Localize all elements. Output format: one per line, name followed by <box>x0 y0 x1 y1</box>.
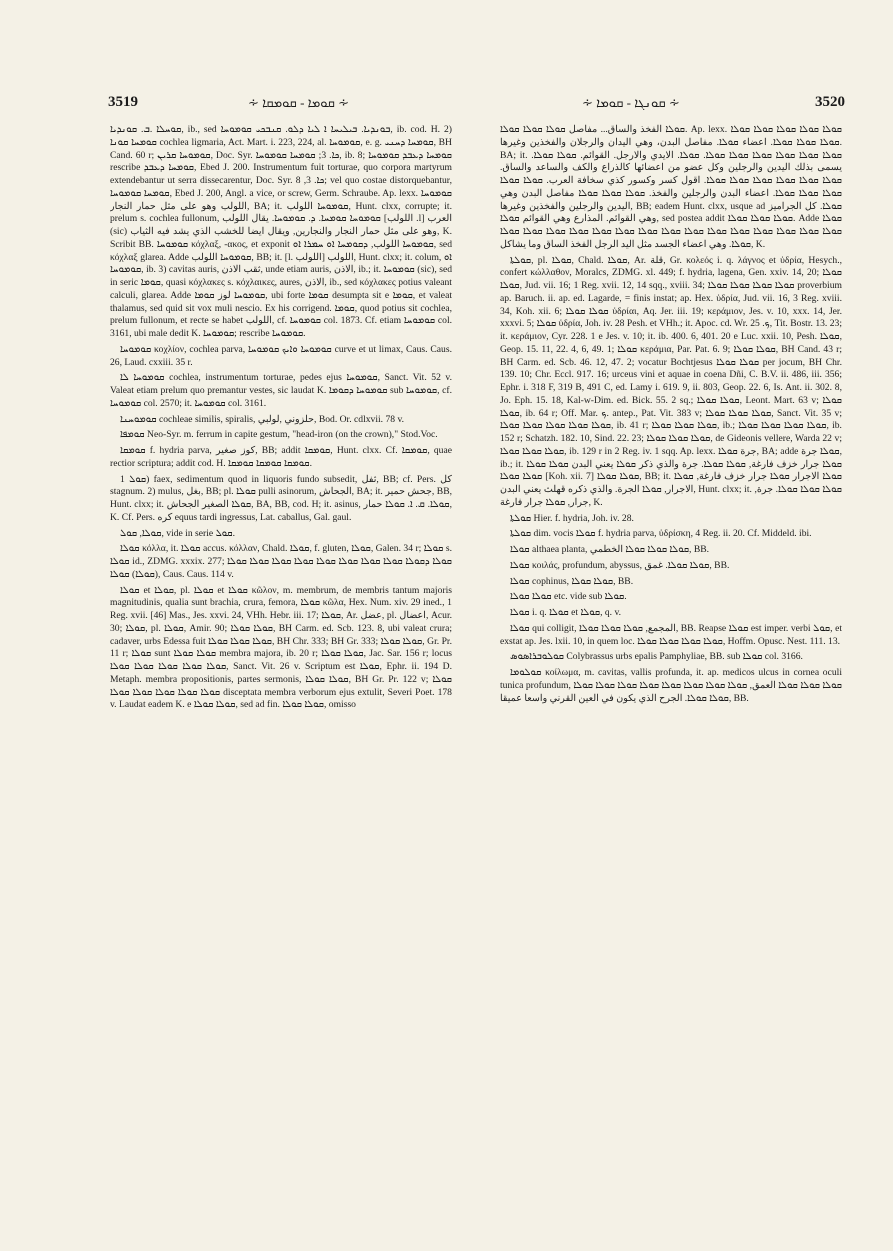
dictionary-entry: ܩܘܠܐ κόλλα, it. ܩܘܠܐ accus. κόλλαν, Chald. ܩܘܠܐ, f. gluten, ܩܘܠܐ, Galen. 34 r; ܩܘܠܐ s. ܩܘܠܐ id., ZDMG. xxxix. 277; ܩܘܠܐ ܕܩܘܠܐ ܩܘܠܐ ܩܘܠܐ ܩܘܠܐ ܩܘܠܐ ܩܘܠܐ ܩܘܠܐ ܩܘܠܐ ܩܘܠܐ (ܩܘܠܐ) ܩܘܠܐ, Caus. Caus. 114 v. <box>110 543 452 580</box>
dictionary-entry: ܩܘܠܐ cophinus, ܩܘܠܐ ܩܘܠܐ, BB. <box>510 575 634 587</box>
page-header <box>108 94 845 116</box>
dictionary-entry: ܩܘܠܐ i. q. ܩܘܠܐ et ܩܘܠܐ, q. v. <box>510 607 622 618</box>
dictionary-entry: ܩܘܠܐ, ܩܘܠ, vide in serie ܩܘܠ. <box>120 527 236 539</box>
dictionary-entry: ܩܘܠܐ الفخذ والساق... مفاصل ܩܘܠܐ ܩܘܠܐ ܩܘܠܐ. Ap. lexx. ܩܘܠܐ ܩܘܠܐ ܩܘܠܐ ܩܘܠܐ ܩܘܠܐ ܩܘܠܐ ܩܘܠܐ ܩܘܠܐ. اعضاء ܩܘܠܐ. مفاصل البدن، وهي اليدان والرجلان والفخذين وغيرها. BA; it. ܩܘܠܐ ܩܘܠܐ ܩܘܠܐ ܩܘܠܐ ܩܘܠܐ ܩܘܠܐ. ܩܘܠܐ. الايدي والارجل. القوائم. ܩܘܠܐ ܩܘܠܐ. يسمى بذلك اليدين والرجلين وكل عضو من اعضائها كالذراع والكف والساعد والساق. ܩܘܠܐ ܩܘܠܐ ܩܘܠܐ ܩܘܠܐ ܩܘܠܐ ܩܘܠܐ. اقول كسر وكسور كذي سخافة العرب. ܩܘܠܐ ܩܘܠܐ ܩܘܠܐ ܩܘܠܐ ܩܘܠܐ. اعضاء البدن والرجلين والفخذ. ܩܘܠܐ ܩܘܠܐ ܩܘܠܐ مفاصل البدن وهي اليدين والرجلين والفخذين وغيرها, BB; eadem Hunt. clxx, usque ad ܩܘܠܐ. كل الجراميز وهي القوائم. المذارع وهي القوائم ܩܘܠܐ, sed postea addit ܩܘܠܐ ܩܘܠܐ ܩܘܠܐ. Adde ܩܘܠܐ ܩܘܠܐ ܩܘܠܐ ܩܘܠܐ ܩܘܠܐ ܩܘܠܐ ܩܘܠܐ ܩܘܠܐ ܩܘܠܐ ܩܘܠܐ ܩܘܠܐ ܩܘܠܐ ܩܘܠܐ ܩܘܠܐ ܩܘܠܐ ܩܘܠܐ ܩܘܠܐ. وهي اعضاء الجسد مثل اليد الرجل الفخذ الساق وما يشاكل, K. <box>500 124 842 250</box>
dictionary-entry: ܩܘܠܐ ܩܘܠܐ etc. vide sub ܩܘܠܐ. <box>510 591 627 603</box>
dictionary-entry: ܩܘܠܬܐ, pl. ܩܘܠܐ, Chald. ܩܘܠܐ, Ar. قلة, Gr. κολεός i. q. λάγνος et ὑδρία, Hesych., confert κώλλαθον, Moralcs, ZDMG. xl. 449; f. hydria, lagena, Gen. xxiv. 14, 20; ܩܘܠܐ ܩܘܠܐ, Jud. vii. 16; 1 Reg. xvii. 12, 14 sqq., xviii. 34; ܩܘܠܐ ܩܘܠܐ ܩܘܠܐ ܩܘܠܐ proverbium ap. Baruch. ii. ap. ed. Lagarde, = finis instat; ap. Hex. ὑδρία, Jud. vii. 16, 3 Reg. xviii. 34, Koh. xii. 6; ܩܘܠܐ ܩܘܠܐ ὑδρίαι, Aq. Jer. iii. 19; κεράμιον, Jes. v. 10, xxx. 14, Jer. xxxvi. 5; ܩܘܠܐ ὑδρία, Joh. iv. 28 Pesh. et VHh.; it. Apoc. cd. Wr. ܟ. 25, Tit. Bostr. 13. 23; it. κεράμιον, Cyr. 228. 1 e Jes. v. 10; it. ib. 400. 6, 401. 20 e Luc. xxii. 10, Pesh. ܩܘܠܐ, Geop. 15. 11, 22. 4, 6, 49. 1; ܩܘܠܐ κεράμια, Par. Pat. 6. 9; ܩܘܠܐ ܩܘܠܐ, BH Cand. 43 r; BH Carm. ed. Scb. 46. 12, 47. 2; vocatur Bochtjesus ܩܘܠܐ ܩܘܠܐ per jocum, BH Chr. 139. 10; Chr. Eccl. 917. 16; urceus vini et aquae in coena Dñi, C. B.V. ii. 486, iii. 356; Ephr. i. 318 F, 319 B, 491 C, ed. Lamy i. 619. 9, ii. 803, Geop. 22. 6, Is. Ant. ii. 302. 8, Jo. Eph. 15. 18, Kal-w-Dim. ed. Bick. 55. 2 sq.; ܩܘܠܐ ܩܘܠܐ, Leont. Mart. 63 v; ܩܘܠܐ ܩܘܠܐ, ib. 64 r; Off. Mar. ܟ. antep., Pat. Vit. 383 v; ܩܘܠܐ ܩܘܠܐ ܩܘܠܐ, Sanct. Vit. 35 v; ܩܘܠܐ ܩܘܠܐ ܩܘܠܐ ܩܘܠܐ ܩܘܠܐ, ib. 41 r; ܩܘܠܐ ܩܘܠܐ ܩܘܠܐ, ib.; ܩܘܠܐ ܩܘܠܐ ܩܘܠܐ ܩܘܠܐ, ib. 152 r; Schatzh. 182. 10, Sind. 22. 23; ܩܘܠܐ ܩܘܠܐ ܩܘܠܐ, de Gideonis vellere, Warda 22 v; ܩܘܠܐ ܩܘܠܐ ܩܘܠܐ, ib. 129 r in 2 Reg. iv. 1 sqq. Ap. lexx. جرة ܩܘܠܐ, BA; adde ܩܘܠܐ جرة, ib.; it. ܩܘܠܐ جرار خزف فارغة, ܩܘܠܐ ܩܘܠܐ. جرة والذي ذكر ܩܘܠܐ يعني البدن ܩܘܠܐ ܩܘܠܐ ܩܘܠܐ ܩܘܠܐ [Koh. xii. 7] ܩܘܠܐ ܩܘܠܐ, BB; it. ܩܘܠܐ الاجرار ܩܘܠܐ جرار خزف فارغة, ܩܘܠܐ الاجرار, ܩܘܠܐ الجرة. والذي ذكره قهلث يعني البدن, Hunt. clxx; it. ܩܘܠܐ ܩܘܠܐ ܩܘܠܐ. جرة, جرار, ܩܘܠܐ جرار فارغة, K. <box>500 254 842 508</box>
right-running-head: ∻ ܩܘܢܓܐ - ܩܘܡܐ ∻ <box>582 95 680 110</box>
dictionary-entry: ܩܘܠܬܐ dim. vocis ܩܘܠܐ f. hydria parva, ὑδρίσκη, 4 Reg. ii. 20. Cf. Middeld. ibi. <box>510 528 812 540</box>
right-column <box>500 124 842 1224</box>
left-column <box>110 124 452 1224</box>
dictionary-entry: ܩܘܡܦܐ Neo-Syr. m. ferrum in capite gestum, "head-iron (on the crown)," Stod.Voc. <box>120 429 438 441</box>
left-running-head: ∻ ܩܘܡܐ - ܩܘܡܩܐ ∻ <box>248 95 350 110</box>
dictionary-entry: ܩܘܡܘܚܢܐ cochleae similis, spiralis, حلزوني ,لولبي, Bod. Or. cdlxvii. 78 v. <box>120 413 405 425</box>
dictionary-entry: ܩܘܠܬܐ Hier. f. hydria, Joh. iv. 28. <box>510 512 634 524</box>
column-divider <box>475 124 476 1224</box>
dictionary-entry: ܩܘܠܐ althaea planta, ܩܘܠܐ ܩܘܠܐ ܩܘܠܐ الخطمي, BB. <box>510 544 710 555</box>
dictionary-entry: ܩܘܠ 1) faex, sedimentum quod in liquoris fundo subsedit, ثفل, BB; cf. Pers. كل stagnum. 2) mulus, بغل, BB; pl. ܩܘܠܐ pulli asinorum, الجحاش, BA; it. جحش حمير, BB, Hunt. clxx; it. ܩܘܠܐ الصغير الجحاش, BA, BB, cod. H; it. asinus, ܩܘܠܐ. ܩ. ܐ. ܩܘܠܐ حمار, K. Cf. Pers. كره equus tardi ingressus, Lat. caballus, Gal. gaul. <box>110 473 452 523</box>
dictionary-entry: ܩܘܠܐ κοιλάς, profundum, abyssus, ܩܘܠܐ ܩܘܠܐ. غمق, BB. <box>510 559 730 571</box>
dictionary-entry: ܩܘܠܐ qui colligit, المجمع, ܩܘܠܐ ܩܘܠܐ ܩܘܠܐ, BB. Reapse ܩܘܠܐ est imper. verbi ܩܘܠ, et exstat ap. Jes. lxii. 10, in quem loc. ܩܘܠܐ ܩܘܠܐ ܩܘܠܐ ܩܘܠܐ, Hoffm. Opusc. Nest. 111. 13. <box>500 622 842 647</box>
dictionary-entry: ܩܘܠܘܡܐ κοίλωμα, m. cavitas, vallis profunda, it. ap. medicos ulcus in cornea oculi tunica profundum, ܩܘܠܐ ܩܘܠܐ ܩܘܠܐ العمق, ܩܘܠܐ ܩܘܠܐ ܩܘܠܐ ܩܘܠܐ ܩܘܠܐ ܩܘܠܐ ܩܘܠܐ ܩܘܠܐ ܩܘܠܐ ܩܘܠܐ. الجرح الذي يكون في العين القرني واسعا عميقا, BB. <box>500 667 842 704</box>
dictionary-entry: ܩܘܠܘܒܪܐܣܘܣ Colybrassus urbs epalis Pamphyliae, BB. sub ܩܘܠܐ col. 3166. <box>510 651 803 663</box>
dictionary-entry: ܩܘܠܐ et ܩܘܠܐ, pl. ܩܘܠܐ et ܩܘܠܐ κῶλον, m. membrum, de membris tantum majoris magnitudinis, qualia sunt brachia, crura, femora, ܩܘܠܐ κῶλα, Hex. Num. xiv. 29 ined., 1 Reg. xvii. [46] Mas., Jes. xxvi. 24, VHh. Hebr. iii. 17; ܩܘܠܐ, Ar. عضل, pl. اعضال, Acur. 30; ܩܘܠܐ, pl. ܩܘܠܐ, Amir. 90; ܩܘܠܐ ܩܘܠܐ, BH Carm. ed. Scb. 123. 8, ubi valeat crura; cadaver, urbs Edessa fuit ܩܘܠܐ ܩܘܠܐ ܩܘܠܐ, BH Chr. 333; BH Gr. 333; ܩܘܠܐ ܩܘܠܐ, Gr. Pr. 11 r; ܩܘܠܐ sunt ܩܘܠܐ ܩܘܠܐ membra majora, ib. 20 r; ܩܘܠܐ ܩܘܠܐ, Jac. Sar. 156 r; locus ܩܘܠܐ ܩܘܠܐ ܩܘܠܐ ܩܘܠܐ ܩܘܠܐ, Sanct. Vit. 26 v. Scriptum est ܩܘܠܐ, Ephr. ii. 194 D. Metaph. membra propositionis, partes sermonis, ܩܘܠܐ ܩܘܠܐ, BH Gr. Pr. 122 v; ܩܘܠܐ ܩܘܠܐ ܩܘܠܐ ܩܘܠܐ ܩܘܠܐ ܩܘܠܐ disceptata membra verborum ejus extulit, Severi Poet. 178 v. Laudat eadem K. e ܩܘܠܐ ܩܘܠܐ, sed ad fin. ܩܘܠܐ ܩܘܠܐ, omisso <box>110 584 452 711</box>
dictionary-entry: ܩܘܡܘܚܐ κοχλίον, cochlea parva, ܩܘܡܘܚܐ ܘܐܝܟ ܩܘܡܘܚܐ curve et ut limax, Caus. Caus. 26, Laud. cxxiii. 35 r. <box>110 343 452 368</box>
left-page-number: 3519 <box>108 94 138 110</box>
dictionary-entry: ܩܘܡܩܐ f. hydria parva, كوز صغير, BB; addit ܩܘܡܩܐ, Hunt. clxx. Cf. ܩܘܡܩܐ, quae rectior scriptura; addit cod. H. ܩܘܡܩܐ ܩܘܡܩܐ ܩܘܡܩܐ. <box>110 445 452 469</box>
dictionary-entry: ܩܘܡܘܚܐ ܠܐ cochlea, instrumentum torturae, pedes ejus ܩܘܡܘܚܐ, Sanct. Vit. 52 v. Valeat etiam prelum quo premantur vestes, sic laudat K. ܩܘܡܘܚܐ ܕܩܘܡܐ sub ܩܘܡܘܚܐ, cf. ܩܘܡܘܚܐ col. 2570; it. ܩܘܡܘܚܐ col. 3161. <box>110 372 452 409</box>
right-page-number: 3520 <box>815 94 845 110</box>
dictionary-entry: ܩܘܚܠܐ .ܒ. ܩܘܢܕܝܐ, ib., sed ܒܘܢܕܝܐ. ܒܝܠܝܚܐ ܐ ܠܝܐ ܕܠܘ.‏ ܩܢܒܟܝ ܩܘܡܘܚܐ, ib. cod. H. 2) ܩܘܡܚܐ ܩܘܢܐ cochlea ligmaria, Act. Mart. i. 223, 224, al. ܩܘܡܘܚܐ, e. g. ܩܘܡܚܐ ܕܚܢܝ, BH Cand. 60 r; ܩܘܡܘܚܐ ܩܪܝܢ, Doc. Syr. ܟܐ. 3; ܩܘܡܚܐ ܩܘܡܘܚܐ, ib. 8; ܩܘܡܚܐ ܕܥܒܕ ܩܘܡܘܚܐ rescribe ܩܘܡܚܐ ܕܥܒܕ, Ebed J. 200. Instrumentum fuit torturae, quo corpora martyrum extendebantur ut serra dissecarentur, Doc. Syr. ܟܐ. 3, 8; vel quo costae distorquebantur, ܩܘܡܚܐ ܩܘܡܘܚܐ, Ebed J. 200, Angl. a vice, or screw, Germ. Schraube. Ap. lexx. ܩܘܡܘܚܐ اللولب وهو على مثل حمار النجار, BA; it. ܩܘܡܘܚܐ اللولب, Hunt. clxx, corrupte; it. prelum s. cochlea fullonum, ܩܘܡܘܚܐ ܩܘܡܚܐ. ܕ. ܩܘܡܘܚܐ. يقال اللولب [اللولب .l] العرب (sic) وهو على مثل حمار النجار والنجارين, ويقال ايضا للخشب الذي يشد فيه الثياب, K. Scribit BB. ܩܘܡܘܚܐ κόχλαξ, -ακος, et exponit ܩܘܡܘܚܐ اللولب, ܕܩܘܡܚܐ ܐܘ ܚܡܪܐ ܐܘ, sed κόχλαξ glarea. Adde ܩܘܡܘܚܐ اللولب, BB; it. [l. اللولب] اللولب, Hunt. clxx; it. colum, ܐܘ ܩܘܡܘܚܐ, ib. 3) cavitas auris, ثقب الاذن, unde etiam auris, الاذن, ib.; it. ܩܘܡܘܚܐ (sic), sed in seric ܩܘܡܐ, quasi κόχλακες s. κόχλαικες, aures, الاذن, ib., sed κόχλακες potius valeant calculi, glarea. Adde ܩܘܡܘܚܐ لوز ܩܘܡܐ, ubi forte ܩܘܡܐ desumpta sit e ܩܘܡܐ, et valeat thalamus, sed quid sit vox muli nescio. Ex his corrigend. ܩܘܡܐ, quod potius sit cochlea, prelum fullonum, et recte se habet اللولب, cf. ܩܘܡܘܚܐ col. 1873. Cf. etiam ܩܘܡܘܚܐ col. 3161, ubi male dedit K. ܩܘܡܘܚܐ; rescribe ܩܘܡܘܚܐ. <box>110 124 452 339</box>
